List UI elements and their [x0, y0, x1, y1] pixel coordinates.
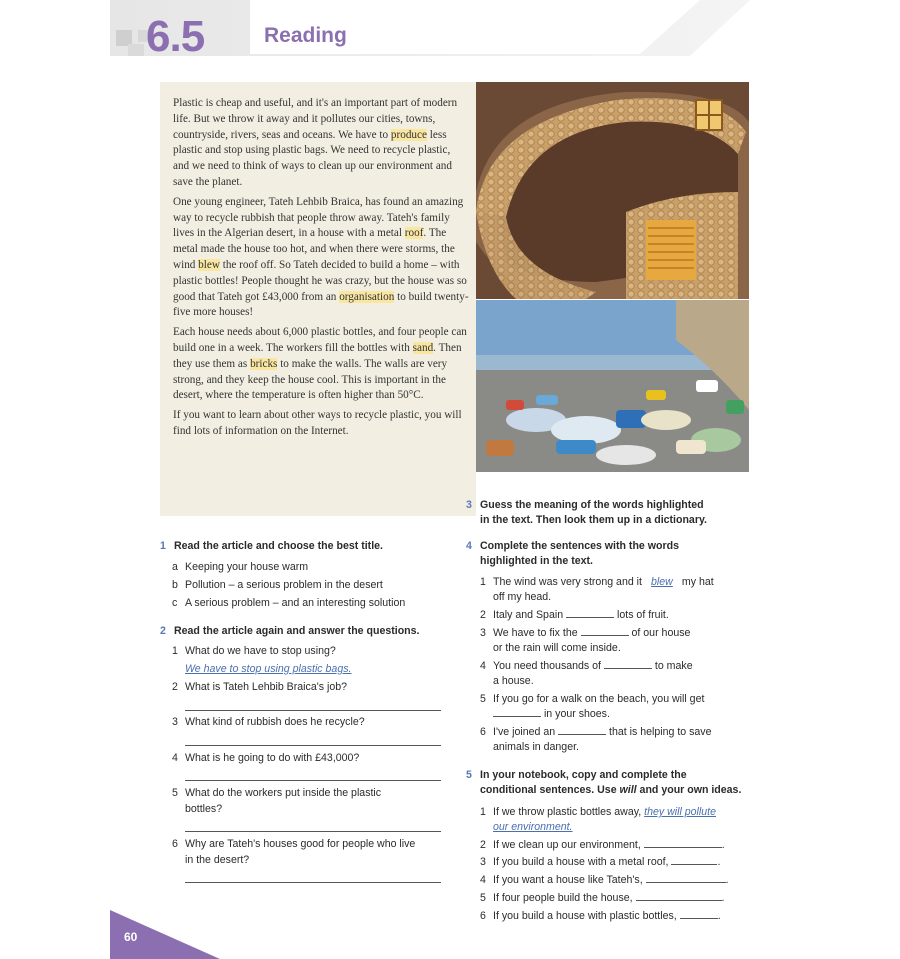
exercise-2-q6: 6 Why are Tateh's houses good for people who live [172, 838, 416, 850]
blank-5-2[interactable] [644, 847, 722, 848]
exercise-5-s3: 3 If you build a house with a metal roof, . [480, 856, 721, 868]
exercise-1-option-b: b Pollution – a serious problem in the desert [172, 579, 383, 591]
answer-line-q6[interactable] [185, 882, 441, 883]
blank-5-3[interactable] [671, 864, 717, 865]
answer-line-q3[interactable] [185, 745, 441, 746]
exercise-4-s1: 1 The wind was very strong and it blew my hat [480, 576, 714, 588]
exercise-4-s3-cont: or the rain will come inside. [493, 642, 621, 654]
exercise-4-instruction: 4 Complete the sentences with the words [466, 540, 679, 552]
section-number: 6.5 [146, 12, 205, 61]
photo-bottle-house [476, 82, 749, 299]
highlight-blew: blew [198, 258, 220, 271]
exercise-2-q1-answer: We have to stop using plastic bags. [185, 663, 352, 675]
highlight-bricks: bricks [250, 357, 278, 370]
blank-4-2[interactable] [566, 617, 614, 618]
highlight-produce: produce [390, 128, 427, 141]
exercise-4-s6-cont: animals in danger. [493, 741, 579, 753]
exercise-4-s6: 6 I've joined an that is helping to save [480, 726, 712, 738]
article-paragraph-1: Plastic is cheap and useful, and it's an important part of modern life. But we throw it away and it pollutes our cities, towns, countryside, rivers, seas and oceans. We have to produce less plastic and stop using plastic bags. We need to recycle plastic, and we need to think of ways to clean up our environment and save the planet. [173, 97, 458, 188]
section-header [110, 0, 750, 58]
blank-5-6[interactable] [680, 918, 718, 919]
exercise-3-instruction-cont: in the text. Then look them up in a dictionary. [480, 514, 707, 526]
exercise-4-s1-cont: off my head. [493, 591, 552, 603]
exercise-5-s5: 5 If four people build the house, . [480, 892, 725, 904]
exercise-4-s3: 3 We have to fix the of our house [480, 627, 691, 639]
exercise-2-q1: 1 What do we have to stop using? [172, 645, 336, 657]
exercise-1-option-a: a Keeping your house warm [172, 561, 309, 573]
article-paragraph-3: Each house needs about 6,000 plastic bottles, and four people can build one in a week. The workers fill the bottles with sand. Then they use them as bricks to make the walls. The walls are very strong, and they keep the house cool. This is important in the desert, where the temperature is often higher than 50°C. [173, 326, 467, 402]
exercise-1-option-c: c A serious problem – and an interesting solution [172, 597, 406, 609]
blank-4-3[interactable] [581, 635, 629, 636]
highlight-organisation: organisation [339, 290, 395, 303]
article-text [173, 96, 469, 444]
exercise-2-q6-cont: in the desert? [185, 854, 250, 866]
exercise-2-q5: 5 What do the workers put inside the plastic [172, 787, 382, 799]
exercise-5-s6: 6 If you build a house with plastic bottles, . [480, 910, 721, 922]
blank-5-4[interactable] [646, 882, 726, 883]
exercise-4-s4: 4 You need thousands of to make [480, 660, 693, 672]
exercise-5-s1-answer-cont: our environment. [493, 821, 573, 833]
exercise-2-q3: 3 What kind of rubbish does he recycle? [172, 716, 365, 728]
answer-line-q2[interactable] [185, 710, 441, 711]
blank-4-4[interactable] [604, 668, 652, 669]
exercise-4-s2: 2 Italy and Spain lots of fruit. [480, 609, 669, 621]
exercise-3-instruction: 3 Guess the meaning of the words highlighted [466, 499, 704, 511]
page-number: 60 [124, 930, 138, 944]
exercise-4-s5-cont: in your shoes. [493, 708, 610, 720]
exercise-4-instruction-cont: highlighted in the text. [480, 555, 593, 567]
highlight-roof: roof [404, 227, 424, 240]
exercise-2-q4: 4 What is he going to do with £43,000? [172, 752, 360, 764]
exercise-2-instruction: 2 Read the article again and answer the questions. [160, 625, 420, 637]
article-paragraph-2: One young engineer, Tateh Lehbib Braica, has found an amazing way to recycle rubbish that people throw away. Tateh's family lives in the Algerian desert, in a house with a metal roof. The metal made the house too hot, and when there were storms, the wind blew the roof off. So Tateh decided to build a home – with plastic bottles! People thought he was crazy, but the house was so good that Tateh got £43,000 from an organisation to build twenty-five more houses! [173, 195, 469, 319]
blank-5-5[interactable] [636, 900, 722, 901]
exercise-2-q2: 2 What is Tateh Lehbib Braica's job? [172, 681, 348, 693]
exercise-1-instruction: 1 Read the article and choose the best title. [160, 540, 383, 552]
highlight-sand: sand [412, 341, 434, 354]
answer-line-q4[interactable] [185, 780, 441, 781]
exercise-5-s1: 1 If we throw plastic bottles away, they will pollute [480, 806, 716, 818]
section-title: Reading [264, 24, 347, 47]
exercise-4-s1-answer: blew [651, 576, 673, 588]
blank-4-5[interactable] [493, 716, 541, 717]
exercise-5-s1-answer: they will pollute [644, 806, 716, 818]
exercise-4-s4-cont: a house. [493, 675, 534, 687]
exercise-5-instruction: 5 In your notebook, copy and complete the [466, 769, 687, 781]
exercise-5-instruction-cont: conditional sentences. Use will and your own ideas. [480, 784, 742, 796]
exercise-5-s2: 2 If we clean up our environment, . [480, 839, 725, 851]
answer-line-q5[interactable] [185, 831, 441, 832]
blank-4-6[interactable] [558, 734, 606, 735]
photo-plastic-beach [476, 300, 749, 472]
article-paragraph-4: If you want to learn about other ways to recycle plastic, you will find lots of information on the Internet. [173, 409, 462, 437]
exercise-2-q5-cont: bottles? [185, 803, 223, 815]
exercise-5-s4: 4 If you want a house like Tateh's, . [480, 874, 729, 886]
exercise-4-s5: 5 If you go for a walk on the beach, you will get [480, 693, 705, 705]
